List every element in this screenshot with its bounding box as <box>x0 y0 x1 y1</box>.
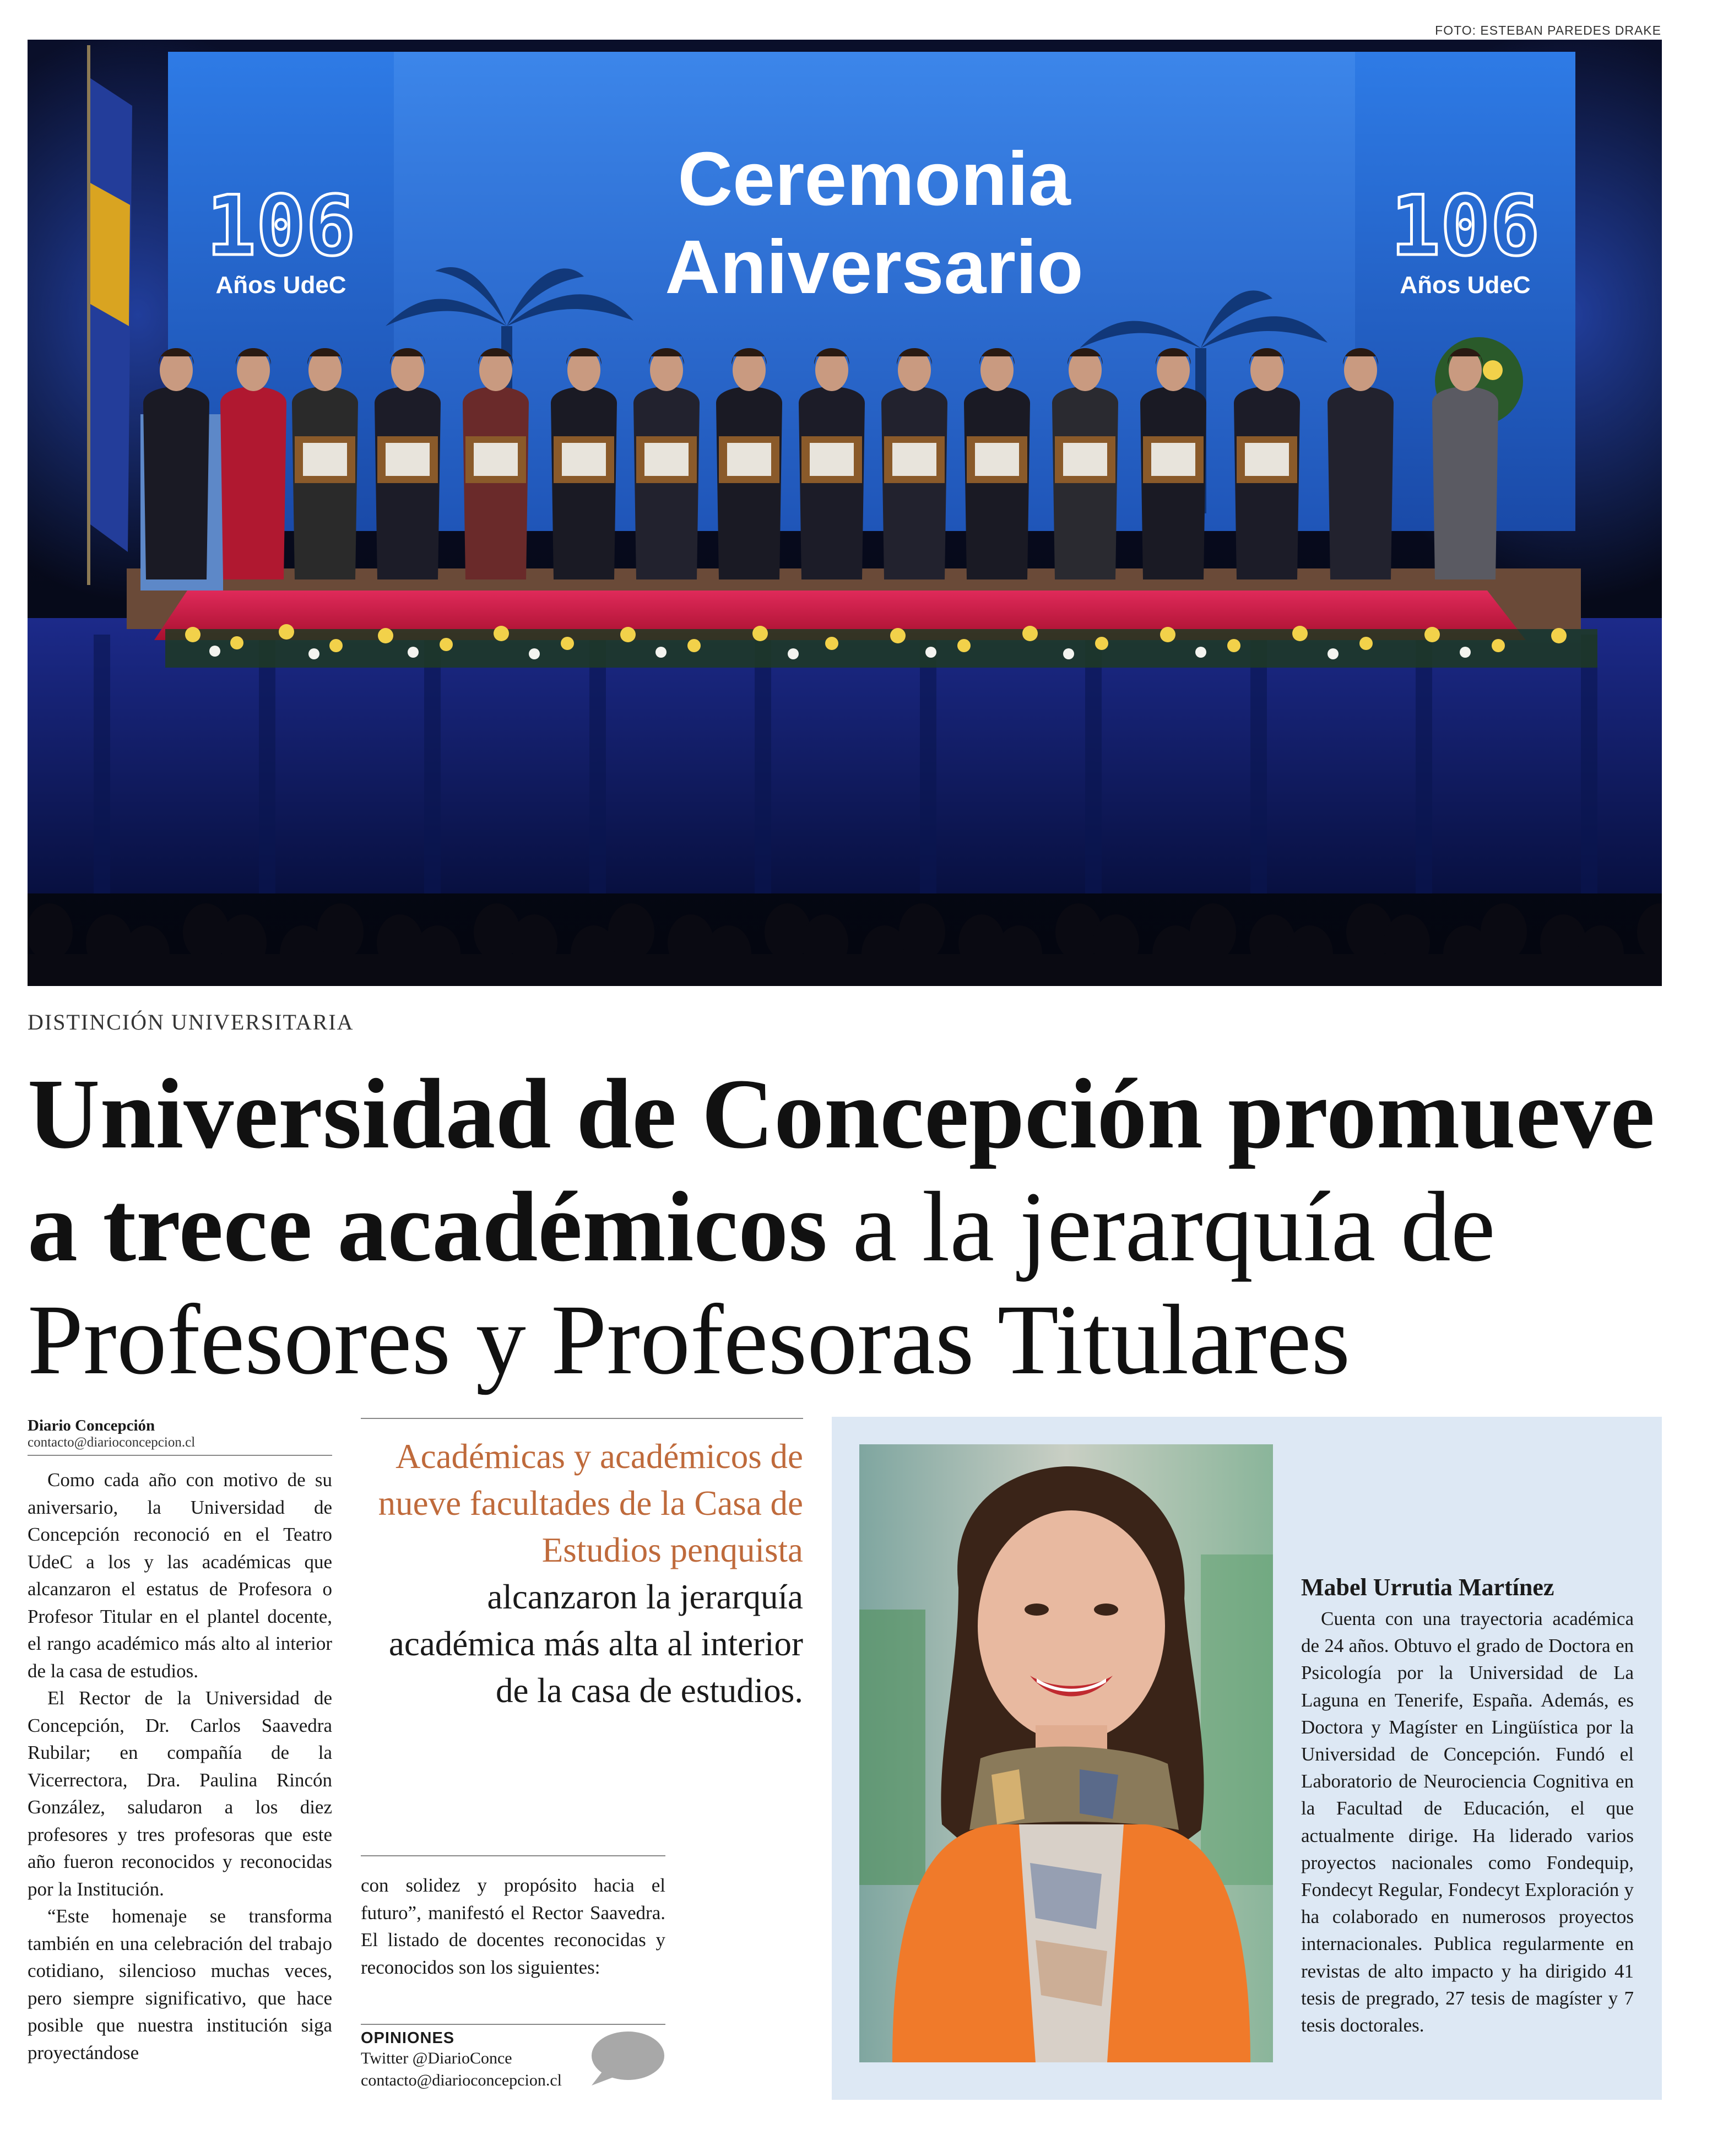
audience-head <box>608 903 654 961</box>
paragraph: El Rector de la Universidad de Concepción, Dr. Carlos Saavedra Rubilar; en compañía de la Vicerrectora, Dra. Paulina Rincón González, saludaron a los diez profesores y tres profesoras que este año fueron reconocidos y reconocidas por la Institución. <box>28 1687 332 1900</box>
audience-head <box>899 903 945 961</box>
pullquote-orange: Académicas y académicos de nueve facultades de la Casa de Estudios penquista <box>378 1437 803 1569</box>
left-anniversary-logo: 106 <box>206 178 356 274</box>
profile-bio-text: Cuenta con una trayectoria académica de 24 años. Obtuvo el grado de Doctora en Psicología por la Universidad de La Laguna en Tenerife, España. Además, es Doctora y Magíster en Lingüística por la Universidad de Concepción. Fundó el Laboratorio de Neurociencia Cognitiva en la Facultad de Educación, el que actualmente dirige. Ha liderado varios proyectos nacionales como Fondequip, Fondecyt Regular, Fondecyt Exploración y ha colaborado en numerosos proyectos internacionales. Publica regularmente en revistas de alto impacto y ha dirigido 41 tesis de pregrado, 27 tesis de magíster y 7 tesis doctorales. <box>1301 1608 1634 2036</box>
byline <box>28 1417 332 1456</box>
screen-title-line1: Ceremonia <box>678 137 1071 221</box>
profile-name: Mabel Urrutia Martínez <box>1301 1574 1554 1601</box>
left-logo-caption: Años UdeC <box>215 272 346 299</box>
headline-part2-bold: a trece académicos <box>28 1172 828 1282</box>
byline-email[interactable]: contacto@diarioconcepcion.cl <box>28 1435 196 1450</box>
article-column-1 <box>28 1466 332 2066</box>
pullquote-black: alcanzaron la jerarquía académica más alta al interior de la casa de estudios. <box>388 1578 803 1710</box>
right-anniversary-logo: 106 <box>1390 178 1540 274</box>
audience-row <box>28 954 1662 986</box>
byline-name: Diario Concepción <box>28 1417 155 1434</box>
section-label: DISTINCIÓN UNIVERSITARIA <box>28 1010 354 1034</box>
profile-bio <box>1301 1605 1634 2039</box>
opiniones-title: OPINIONES <box>361 2029 455 2047</box>
right-logo-caption: Años UdeC <box>1400 272 1531 299</box>
audience-head <box>317 903 364 961</box>
audience-head <box>1190 903 1236 961</box>
headline-part3: Profesores y Profesoras Titulares <box>28 1285 1351 1395</box>
audience-head <box>1481 903 1527 961</box>
paragraph: Como cada año con motivo de su aniversario, la Universidad de Concepción reconoció en el Teatro UdeC a los y las académicas que alcanzaron el estatus de Profesora o Profesor Titular en el plantel docente, el rango académico más alto al interior de la casa de estudios. <box>28 1469 332 1682</box>
opiniones-twitter[interactable]: Twitter @DiarioConce <box>361 2049 512 2067</box>
headline-part2-regular: a la jerarquía de <box>827 1172 1496 1282</box>
paragraph-continued: con solidez y propósito hacia el futuro”, manifestó el Rector Saavedra. El listado de docentes reconocidas y reconocidos son los siguientes: <box>361 1875 665 1978</box>
screen-title-line2: Aniversario <box>665 225 1083 310</box>
pullquote <box>361 1433 803 1714</box>
hero-photo <box>28 40 1662 986</box>
audience-head <box>28 903 73 961</box>
photo-credit: FOTO: ESTEBAN PAREDES DRAKE <box>1435 23 1661 37</box>
portrait-photo <box>859 1444 1273 2062</box>
pullquote-top-rule <box>361 1418 803 1419</box>
speech-bubble-icon <box>586 2028 666 2089</box>
article-column-2 <box>361 1872 665 1981</box>
pullquote-bottom-rule <box>361 1855 665 1856</box>
opiniones-email[interactable]: contacto@diarioconcepcion.cl <box>361 2071 562 2089</box>
paragraph: “Este homenaje se transforma también en una celebración del trabajo cotidiano, silencioso muchas veces, pero siempre significativo, que hace posible que nuestra institución siga proyectándose <box>28 1905 332 2063</box>
headline <box>28 1058 1680 1396</box>
headline-part1: Universidad de Concepción promueve <box>28 1059 1655 1169</box>
